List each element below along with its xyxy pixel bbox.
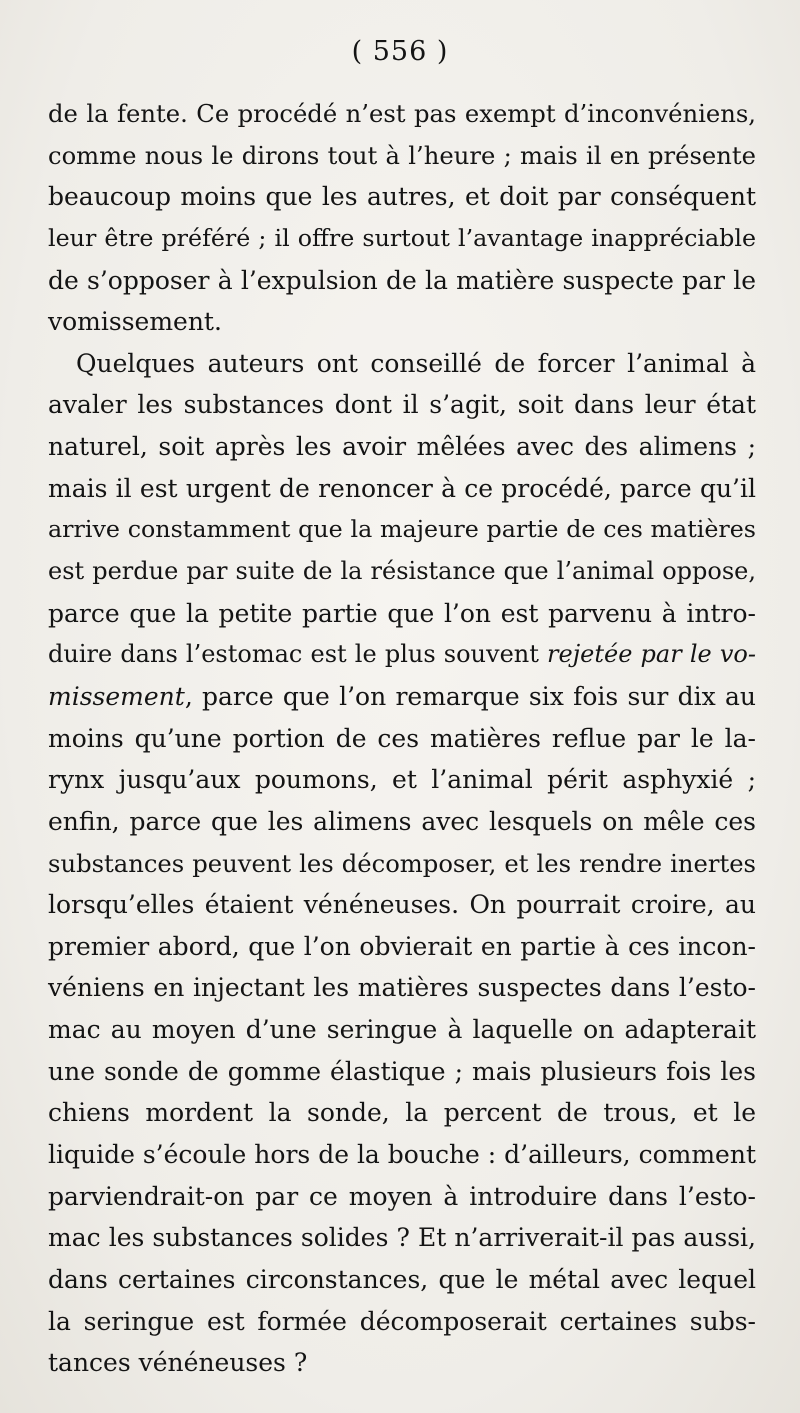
text-line: premier abord, que l’on obvierait en partie à ces incon-: [48, 931, 756, 961]
text-line: leur être préféré ; il offre surtout l’avantage inappréciable: [48, 223, 756, 252]
paragraph-first-line: Quelques auteurs ont conseillé de forcer l’animal à: [76, 348, 756, 378]
text-line: substances peuvent les décomposer, et les rendre inertes: [48, 848, 756, 878]
text-line: de la fente. Ce procédé n’est pas exempt d’inconvéniens,: [48, 99, 756, 128]
text-line: comme nous le dirons tout à l’heure ; mais il en présente: [48, 140, 756, 170]
text-line: avaler les substances dont il s’agit, soit dans leur état: [48, 390, 756, 420]
text-line: moins qu’une portion de ces matières reflue par le la-: [48, 723, 756, 753]
text-line: de s’opposer à l’expulsion de la matière suspecte par le: [48, 265, 756, 295]
text-line: une sonde de gomme élastique ; mais plusieurs fois les: [48, 1056, 756, 1086]
text-line: enfin, parce que les alimens avec lesquels on mêle ces: [48, 806, 756, 836]
text-line: mac au moyen d’une seringue à laquelle on adapterait: [48, 1015, 756, 1045]
text-line: naturel, soit après les avoir mêlées avec des alimens ;: [48, 432, 756, 462]
text-line: tances vénéneuses ?: [48, 1348, 308, 1378]
text-line: véniens en injectant les matières suspectes dans l’esto-: [48, 973, 756, 1003]
text-line: dans certaines circonstances, que le métal avec lequel: [48, 1264, 756, 1294]
text-line: vomissement.: [48, 307, 222, 337]
page-number: ( 556 ): [351, 36, 449, 67]
text-line: [48, 634, 756, 676]
text-line: parce que la petite partie que l’on est parvenu à intro-: [48, 598, 756, 628]
text-line: mais il est urgent de renoncer à ce procédé, parce qu’il: [48, 473, 756, 503]
italic-text: rejetée par le vo-: [547, 640, 756, 669]
body-text: [48, 93, 756, 1384]
text-line: est perdue par suite de la résistance que l’animal oppose,: [48, 557, 756, 586]
text-segment: duire dans l’estomac est le plus souvent: [48, 640, 548, 669]
italic-text: missement: [48, 681, 185, 711]
text-line: la seringue est formée décomposerait certaines subs-: [48, 1306, 756, 1336]
text-line: liquide s’écoule hors de la bouche : d’ailleurs, comment: [48, 1140, 756, 1170]
text-line: beaucoup moins que les autres, et doit par conséquent: [48, 182, 756, 212]
text-segment: , parce que l’on remarque six fois sur dix au: [184, 681, 756, 711]
text-line: parviendrait-on par ce moyen à introduire dans l’esto-: [48, 1181, 756, 1211]
text-line: [48, 676, 756, 718]
text-line: rynx jusqu’aux poumons, et l’animal périt asphyxié ;: [48, 765, 756, 795]
text-line: chiens mordent la sonde, la percent de trous, et le: [48, 1098, 756, 1128]
text-line: arrive constamment que la majeure partie de ces matières: [48, 515, 756, 544]
text-line: lorsqu’elles étaient vénéneuses. On pourrait croire, au: [48, 890, 756, 920]
text-line: mac les substances solides ? Et n’arriverait-il pas aussi,: [48, 1223, 756, 1253]
